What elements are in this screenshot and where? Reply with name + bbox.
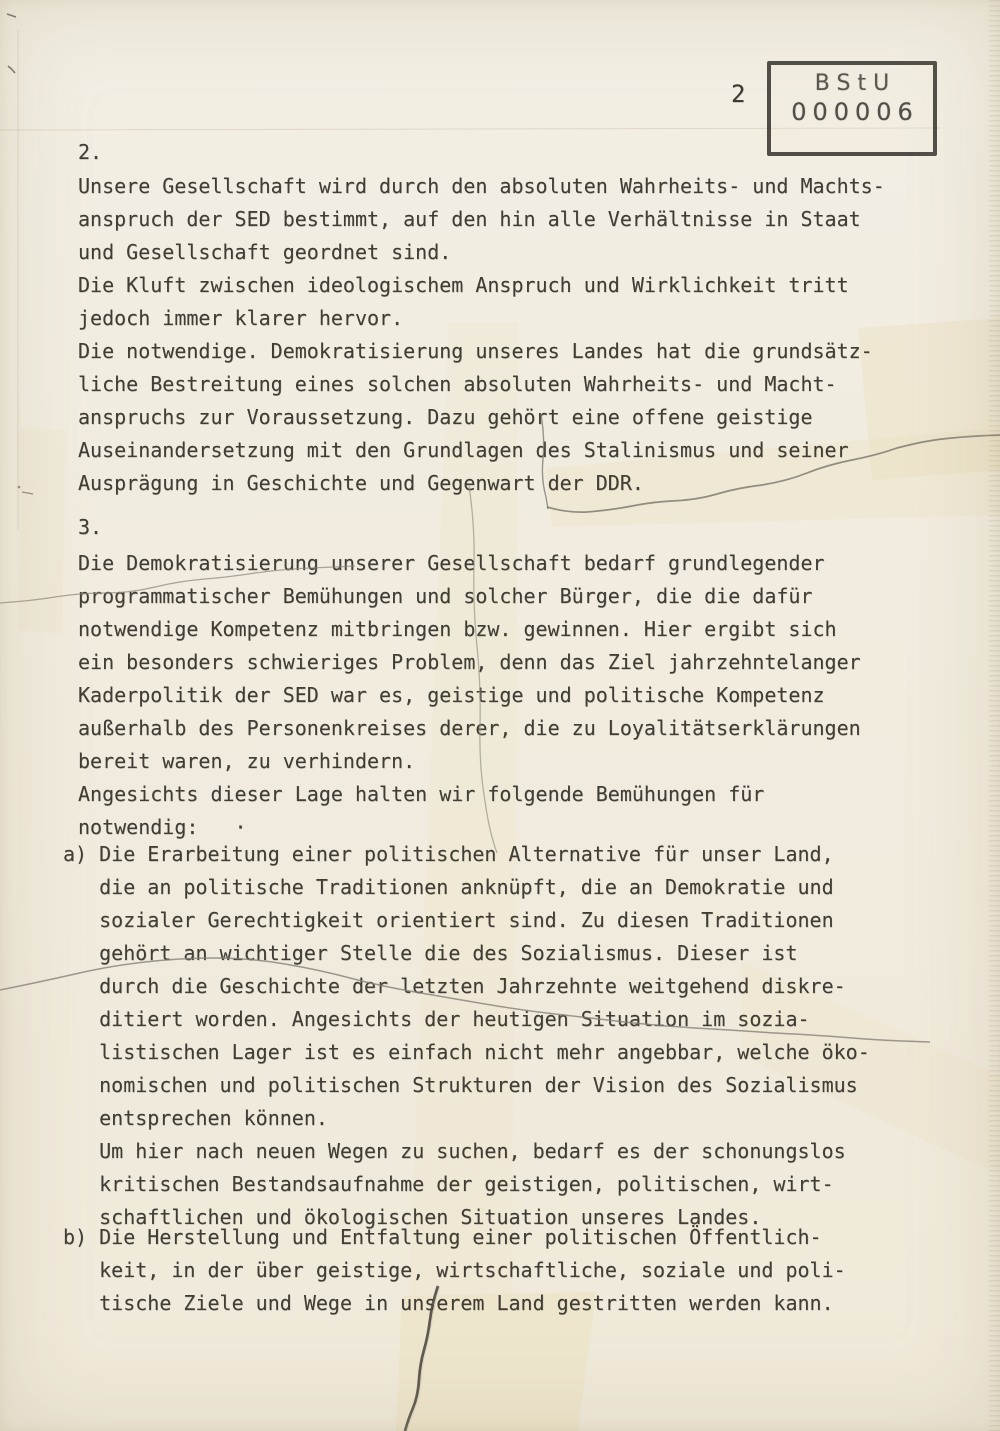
text-line: a) Die Erarbeitung einer politischen Alternative für unser Land, xyxy=(63,842,834,866)
section-2-heading: 2. xyxy=(78,140,103,164)
section-2-paragraph xyxy=(78,170,885,500)
text-line: durch die Geschichte der letzten Jahrzehnte weitgehend diskre- xyxy=(63,974,846,998)
text-line: listischen Lager ist es einfach nicht mehr angebbar, welche öko- xyxy=(63,1040,870,1064)
text-line: notwendige Kompetenz mitbringen bzw. gewinnen. Hier ergibt sich xyxy=(78,617,837,641)
stamp-number: 000006 xyxy=(791,98,919,126)
text-line: Unsere Gesellschaft wird durch den absoluten Wahrheits- und Machts- xyxy=(78,174,885,198)
text-line: programmatischer Bemühungen und solcher Bürger, die die dafür xyxy=(78,584,813,608)
section-3-heading: 3. xyxy=(78,515,103,539)
page-number: 2 xyxy=(731,80,746,108)
text-line: b) Die Herstellung und Entfaltung einer politischen Öffentlich- xyxy=(63,1225,822,1249)
text-line: Die notwendige. Demokratisierung unseres Landes hat die grundsätz- xyxy=(78,339,873,363)
text-line: Auseinandersetzung mit den Grundlagen des Stalinismus und seiner xyxy=(78,438,849,462)
text-line: anspruchs zur Voraussetzung. Dazu gehört eine offene geistige xyxy=(78,405,813,429)
text-line: sozialer Gerechtigkeit orientiert sind. Zu diesen Traditionen xyxy=(63,908,834,932)
stamp-title: BStU xyxy=(814,71,897,96)
scan-edge-texture xyxy=(989,0,1000,1431)
text-line: anspruch der SED bestimmt, auf den hin alle Verhältnisse in Staat xyxy=(78,207,861,231)
text-line: Angesichts dieser Lage halten wir folgende Bemühungen für xyxy=(78,782,765,806)
text-line: entsprechen können. xyxy=(63,1106,328,1130)
text-line: Um hier nach neuen Wegen zu suchen, bedarf es der schonungslos xyxy=(63,1139,846,1163)
text-line: bereit waren, zu verhindern. xyxy=(78,749,416,773)
text-line: jedoch immer klarer hervor. xyxy=(78,306,404,330)
text-line: ditiert worden. Angesichts der heutigen Situation im sozia- xyxy=(63,1007,810,1031)
text-line: ein besonders schwieriges Problem, denn das Ziel jahrzehntelanger xyxy=(78,650,861,674)
text-line: kritischen Bestandsaufnahme der geistigen, politischen, wirt- xyxy=(63,1172,834,1196)
text-line: Kaderpolitik der SED war es, geistige und politische Kompetenz xyxy=(78,683,825,707)
text-line: die an politische Traditionen anknüpft, die an Demokratie und xyxy=(63,875,834,899)
bstu-stamp xyxy=(767,61,937,156)
section-3-paragraph xyxy=(78,547,861,844)
text-line: Ausprägung in Geschichte und Gegenwart der DDR. xyxy=(78,471,644,495)
text-line: keit, in der über geistige, wirtschaftliche, soziale und poli- xyxy=(63,1258,846,1282)
text-line: Die Demokratisierung unserer Gesellschaft bedarf grundlegender xyxy=(78,551,825,575)
text-line: tische Ziele und Wege in unserem Land gestritten werden kann. xyxy=(63,1291,834,1315)
text-line: und Gesellschaft geordnet sind. xyxy=(78,240,452,264)
list-item-a xyxy=(63,838,870,1234)
text-line: Die Kluft zwischen ideologischem Anspruch und Wirklichkeit tritt xyxy=(78,273,849,297)
text-line: notwendig: · xyxy=(78,815,247,839)
text-line: außerhalb des Personenkreises derer, die zu Loyalitätserklärungen xyxy=(78,716,861,740)
text-line: schaftlichen und ökologischen Situation unseres Landes. xyxy=(63,1205,762,1229)
list-item-b xyxy=(63,1221,846,1320)
text-line: liche Bestreitung eines solchen absoluten Wahrheits- und Macht- xyxy=(78,372,837,396)
text-line: nomischen und politischen Strukturen der Vision des Sozialismus xyxy=(63,1073,858,1097)
text-line: gehört an wichtiger Stelle die des Sozialismus. Dieser ist xyxy=(63,941,798,965)
